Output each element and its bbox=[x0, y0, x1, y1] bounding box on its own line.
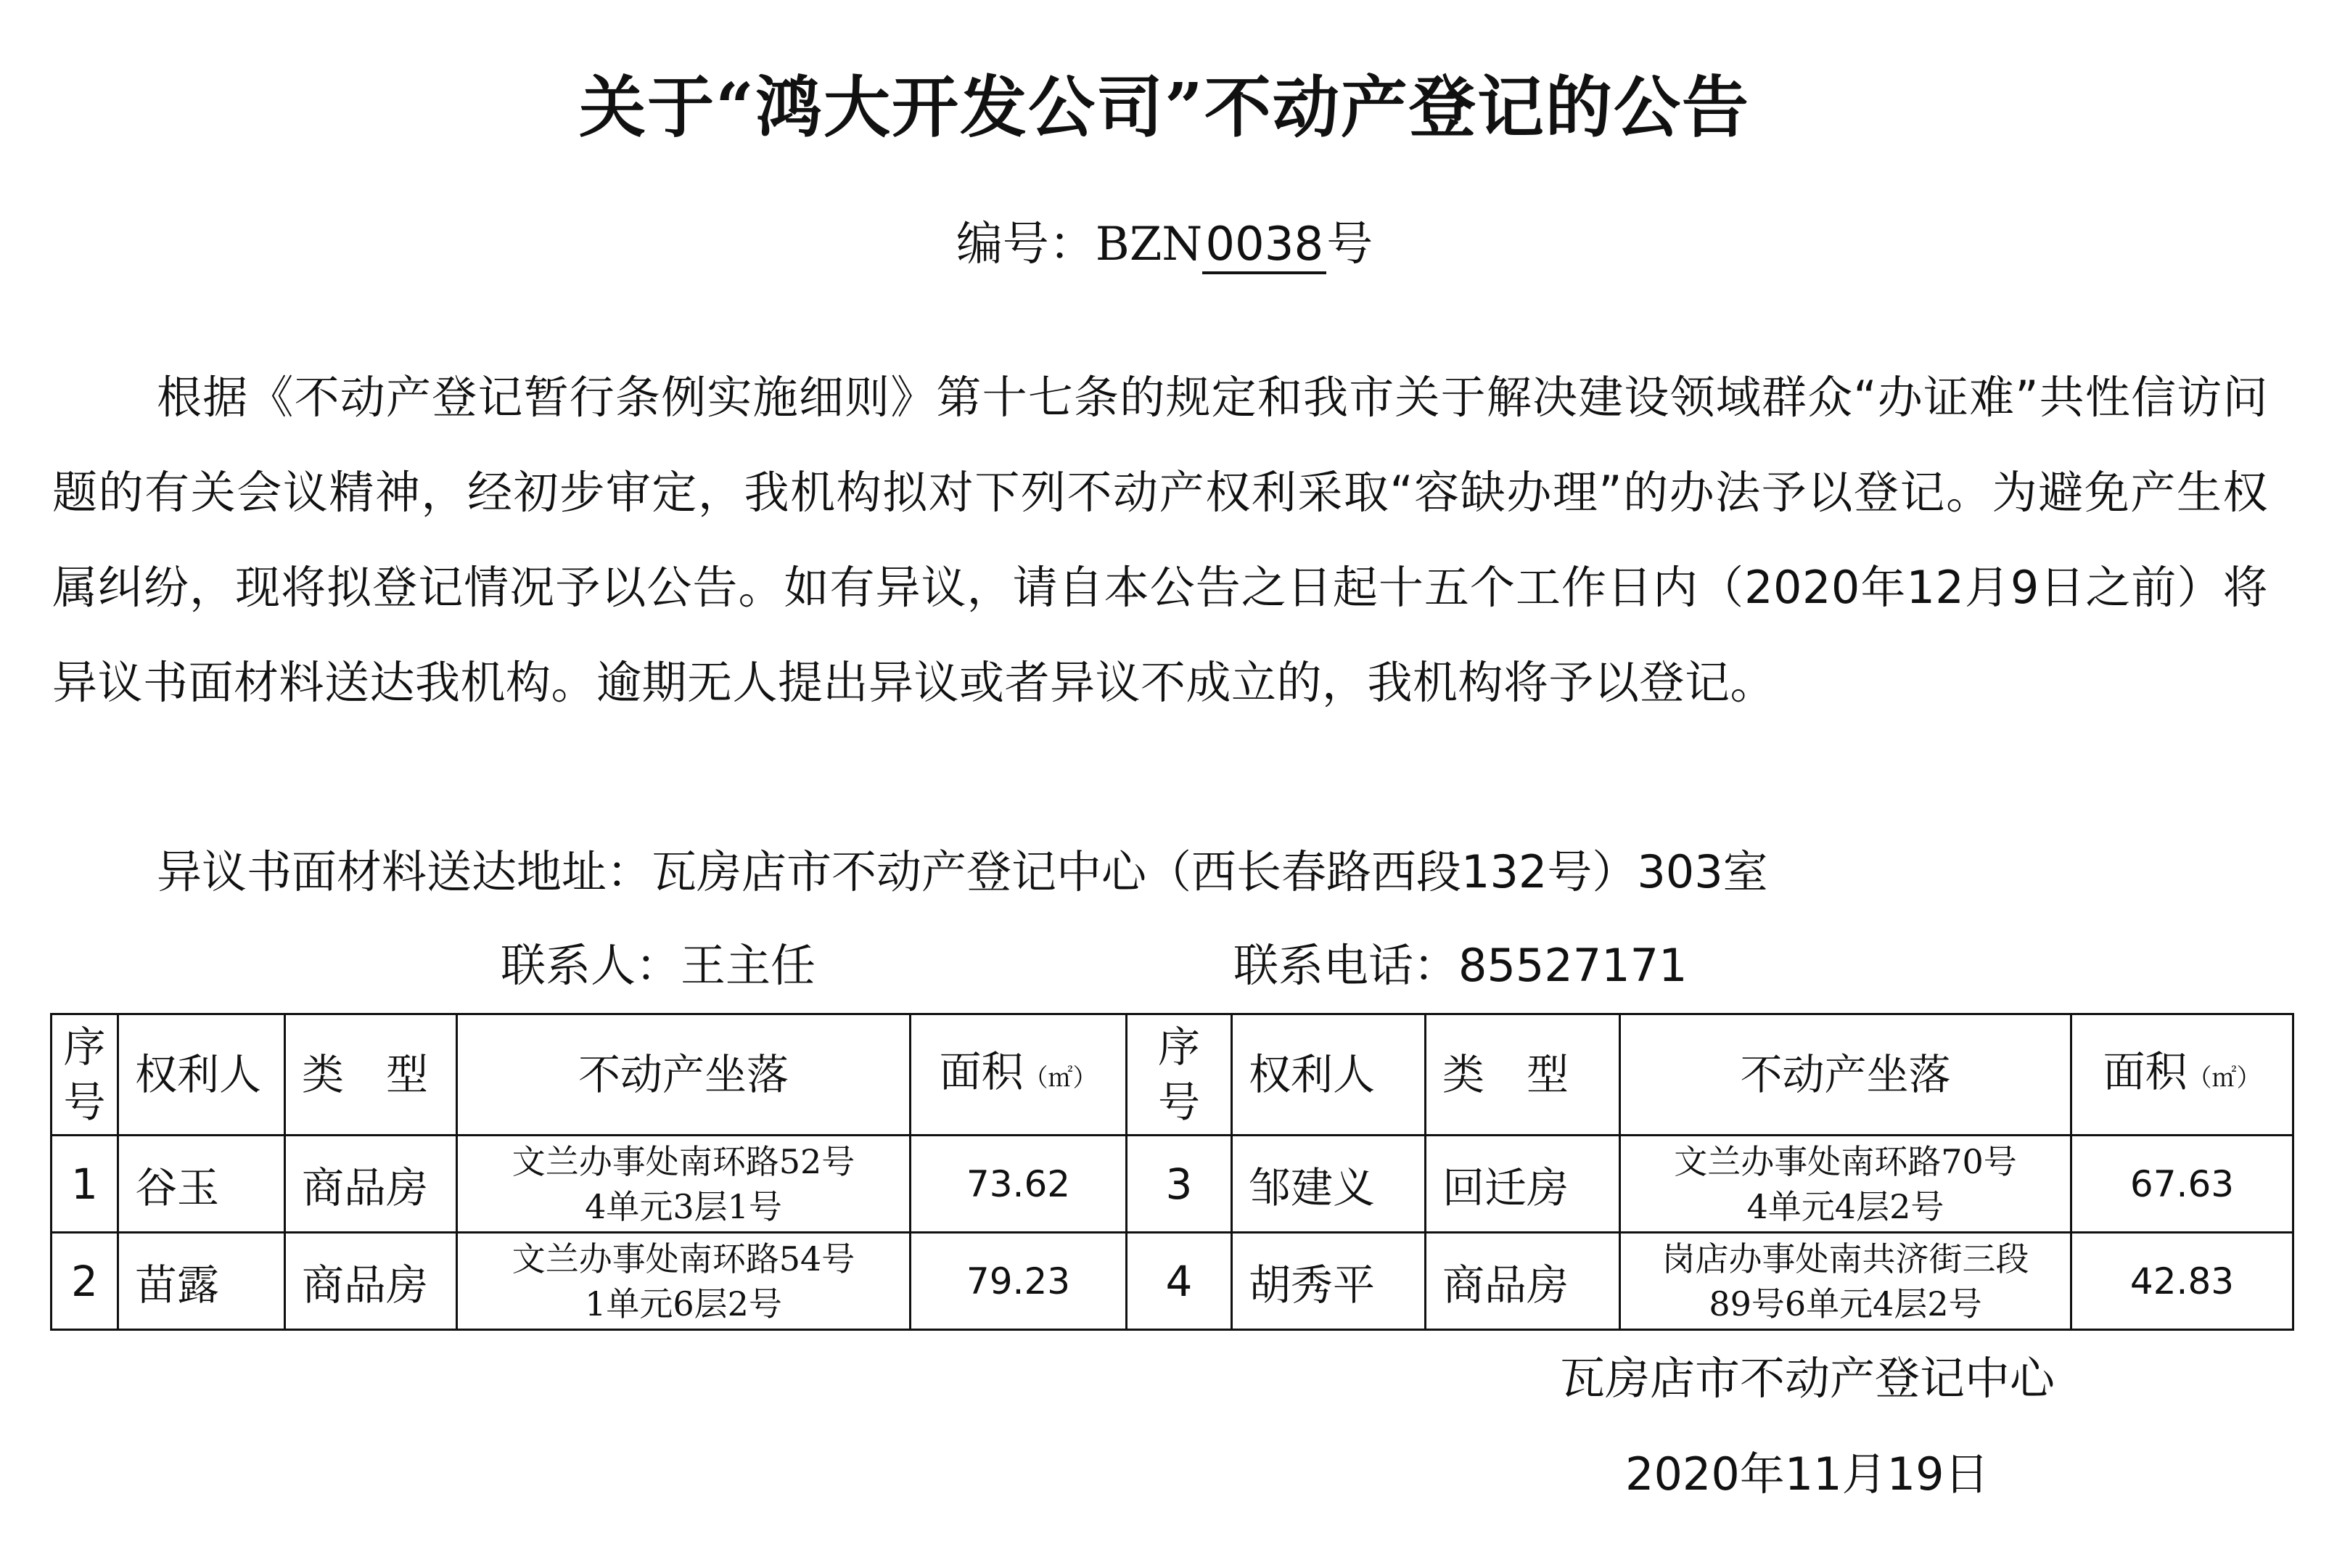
header-type-right: 类 型 bbox=[1426, 1014, 1620, 1136]
cell-owner: 谷玉 bbox=[118, 1136, 285, 1233]
cell-area: 42.83 bbox=[2071, 1233, 2293, 1330]
number-suffix: 号 bbox=[1326, 218, 1373, 271]
header-location-right: 不动产坐落 bbox=[1620, 1014, 2071, 1136]
cell-type: 商品房 bbox=[285, 1136, 457, 1233]
cell-location: 文兰办事处南环路52号 4单元3层1号 bbox=[457, 1136, 911, 1233]
number-code: 0038 bbox=[1202, 218, 1326, 274]
cell-seq: 4 bbox=[1127, 1233, 1232, 1330]
cell-location: 文兰办事处南环路54号 1单元6层2号 bbox=[457, 1233, 911, 1330]
document-title: 关于“鸿大开发公司”不动产登记的公告 bbox=[579, 68, 1750, 147]
property-table bbox=[50, 1013, 2294, 1331]
document-number bbox=[0, 212, 2329, 277]
table-row bbox=[52, 1233, 2293, 1330]
notice-body: 根据《不动产登记暂行条例实施细则》第十七条的规定和我市关于解决建设领域群众“办证难”共性信访问题的有关会议精神，经初步审定，我机构拟对下列不动产权利采取“容缺办理”的办法予以登记。为避免产生权属纠纷，现将拟登记情况予以公告。如有异议，请自本公告之日起十五个工作日内（2020年12月9日之前）将异议书面材料送达我机构。逾期无人提出异议或者异议不成立的，我机构将予以登记。 bbox=[52, 371, 2268, 709]
contact-person: 联系人：王主任 bbox=[501, 939, 816, 992]
cell-type: 回迁房 bbox=[1426, 1136, 1620, 1233]
header-seq-left: 序 号 bbox=[52, 1014, 118, 1136]
objection-address: 异议书面材料送达地址：瓦房店市不动产登记中心（西长春路西段132号）303室 bbox=[157, 845, 1768, 898]
contact-phone: 联系电话：85527171 bbox=[1233, 939, 1688, 992]
header-owner-left: 权利人 bbox=[118, 1014, 285, 1136]
cell-seq: 3 bbox=[1127, 1136, 1232, 1233]
cell-type: 商品房 bbox=[285, 1233, 457, 1330]
header-location-left: 不动产坐落 bbox=[457, 1014, 911, 1136]
header-type-left: 类 型 bbox=[285, 1014, 457, 1136]
cell-area: 73.62 bbox=[911, 1136, 1127, 1233]
cell-seq: 2 bbox=[52, 1233, 118, 1330]
cell-owner: 苗露 bbox=[118, 1233, 285, 1330]
cell-area: 79.23 bbox=[911, 1233, 1127, 1330]
issuing-authority: 瓦房店市不动产登记中心 bbox=[1560, 1352, 2055, 1405]
cell-type: 商品房 bbox=[1426, 1233, 1620, 1330]
header-owner-right: 权利人 bbox=[1232, 1014, 1426, 1136]
cell-seq: 1 bbox=[52, 1136, 118, 1233]
number-prefix: 编号：BZN bbox=[956, 218, 1203, 271]
header-area-left: 面积（㎡） bbox=[911, 1014, 1127, 1136]
issue-date: 2020年11月19日 bbox=[1625, 1448, 1989, 1501]
cell-location: 岗店办事处南共济街三段 89号6单元4层2号 bbox=[1620, 1233, 2071, 1330]
table-row bbox=[52, 1136, 2293, 1233]
header-seq-right: 序 号 bbox=[1127, 1014, 1232, 1136]
cell-owner: 邹建义 bbox=[1232, 1136, 1426, 1233]
table-header-row bbox=[52, 1014, 2293, 1136]
cell-location: 文兰办事处南环路70号 4单元4层2号 bbox=[1620, 1136, 2071, 1233]
cell-owner: 胡秀平 bbox=[1232, 1233, 1426, 1330]
header-area-right: 面积（㎡） bbox=[2071, 1014, 2293, 1136]
cell-area: 67.63 bbox=[2071, 1136, 2293, 1233]
